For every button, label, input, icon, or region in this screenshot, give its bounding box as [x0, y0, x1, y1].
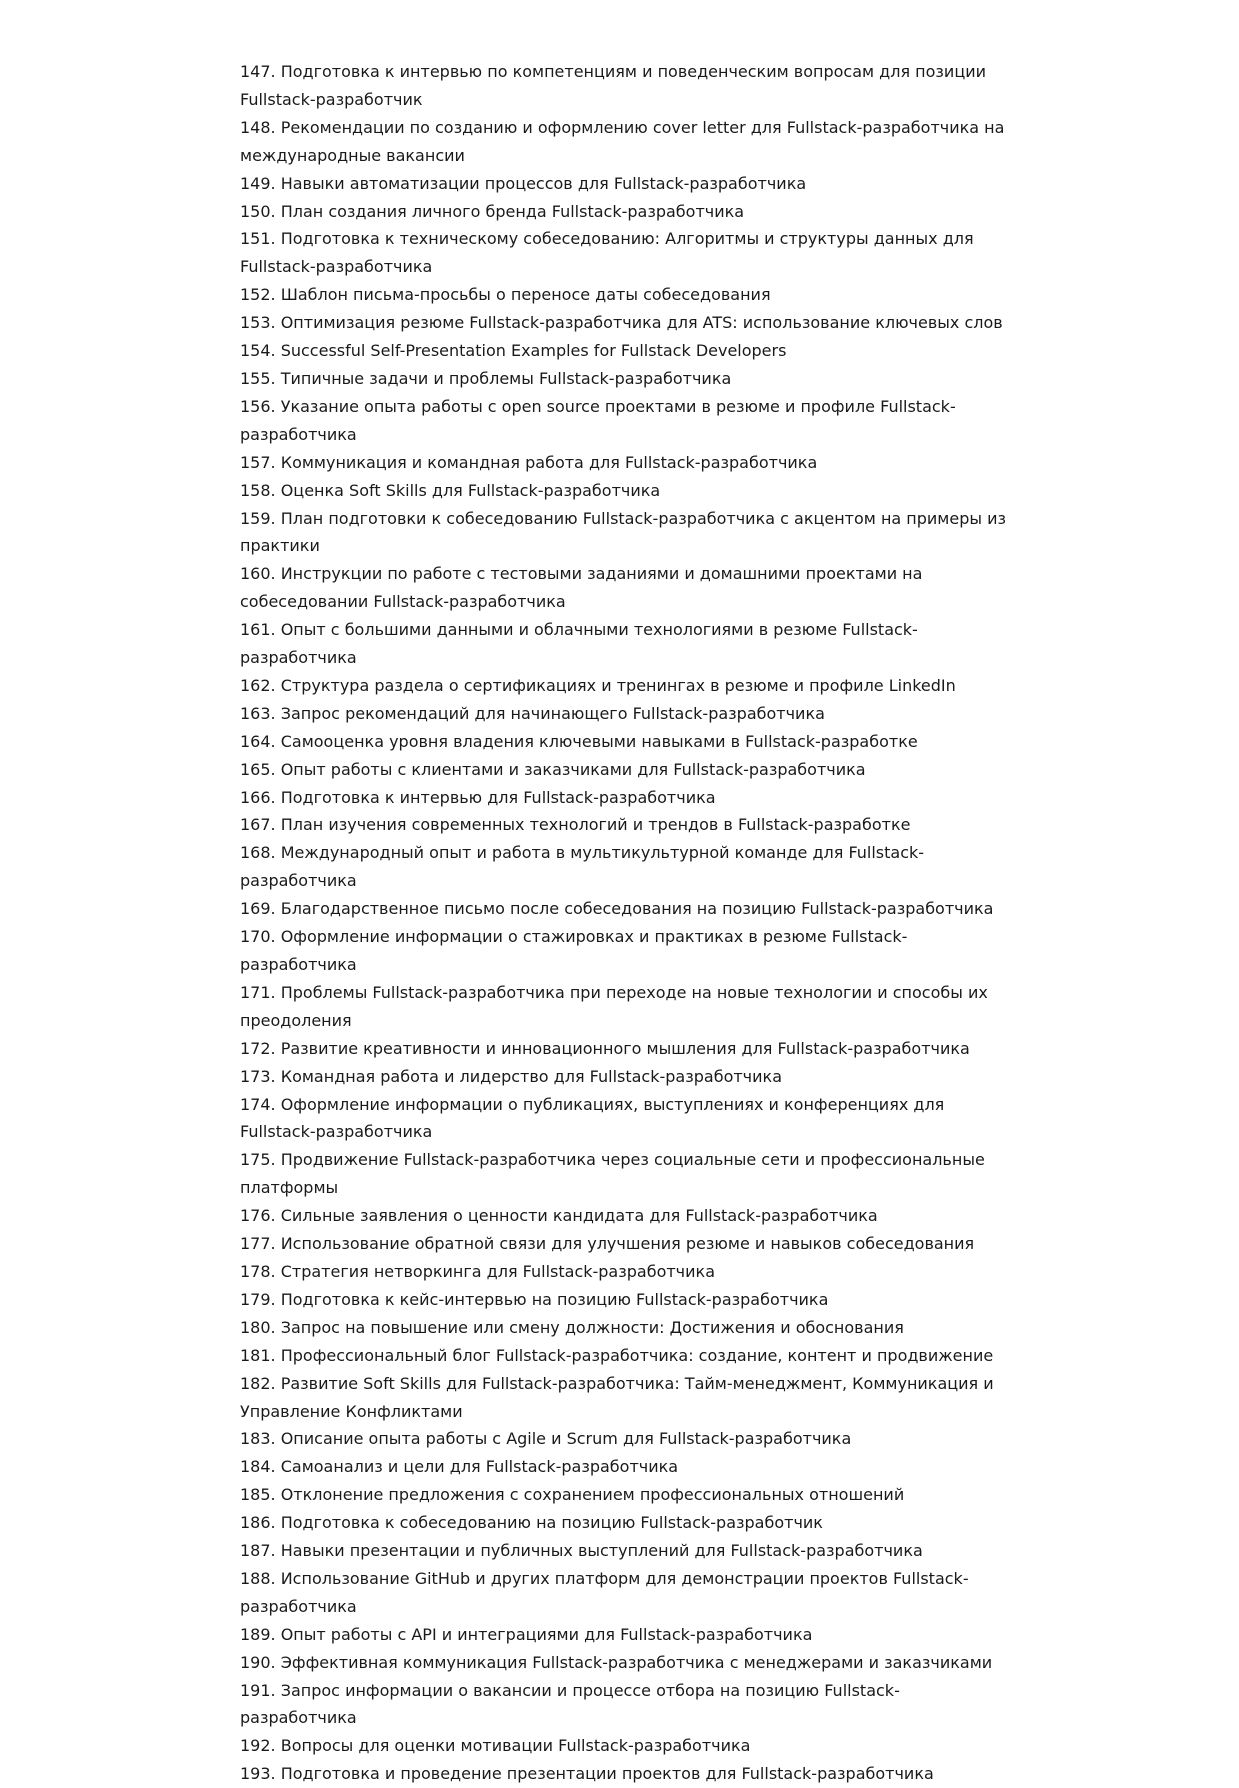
list-item: 182. Развитие Soft Skills для Fullstack-разработчика: Тайм-менеджмент, Коммуникация и Управление Конфликтами	[240, 1373, 994, 1421]
list-item: 172. Развитие креативности и инновационного мышления для Fullstack-разработчика	[240, 1038, 970, 1058]
list-item: 147. Подготовка к интервью по компетенциям и поведенческим вопросам для позиции Fullstack-разработчик	[240, 62, 986, 109]
list-item: 191. Запрос информации о вакансии и процессе отбора на позицию Fullstack-разработчика	[240, 1680, 900, 1728]
list-item: 149. Навыки автоматизации процессов для Fullstack-разработчика	[240, 173, 807, 193]
list-item: 170. Оформление информации о стажировках и практиках в резюме Fullstack-разработчика	[240, 927, 908, 974]
list-item: 169. Благодарственное письмо после собеседования на позицию Fullstack-разработчика	[240, 899, 994, 919]
list-item: 184. Самоанализ и цели для Fullstack-разработчика	[240, 1457, 679, 1477]
list-item: 178. Стратегия нетворкинга для Fullstack-разработчика	[240, 1261, 715, 1281]
list-item: 157. Коммуникация и командная работа для Fullstack-разработчика	[240, 452, 818, 472]
list-item: 166. Подготовка к интервью для Fullstack-разработчика	[240, 787, 716, 807]
list-item: 180. Запрос на повышение или смену должности: Достижения и обоснования	[240, 1317, 904, 1337]
list-item: 181. Профессиональный блог Fullstack-разработчика: создание, контент и продвижение	[240, 1345, 994, 1365]
list-item: 189. Опыт работы с API и интеграциями для Fullstack-разработчика	[240, 1624, 813, 1644]
list-item: 185. Отклонение предложения с сохранением профессиональных отношений	[240, 1485, 905, 1505]
list-item: 161. Опыт с большими данными и облачными технологиями в резюме Fullstack-разработчика	[240, 620, 918, 668]
list-item: 151. Подготовка к техническому собеседованию: Алгоритмы и структуры данных для Fullstack-разработчика	[240, 229, 974, 277]
list-item: 168. Международный опыт и работа в мультикультурной команде для Fullstack-разработчика	[240, 843, 925, 891]
list-item: 174. Оформление информации о публикациях, выступлениях и конференциях для Fullstack-разработчика	[240, 1094, 945, 1142]
list-item: 188. Использование GitHub и других платформ для демонстрации проектов Fullstack-разработчика	[240, 1568, 969, 1616]
list-item: 167. План изучения современных технологий и трендов в Fullstack-разработке	[240, 815, 911, 835]
list-item: 190. Эффективная коммуникация Fullstack-разработчика с менеджерами и заказчиками	[240, 1652, 993, 1672]
list-item: 159. План подготовки к собеседованию Fullstack-разработчика с акцентом на примеры из практики	[240, 508, 1006, 556]
list-item: 154. Successful Self-Presentation Examples for Fullstack Developers	[240, 341, 787, 361]
list-item: 192. Вопросы для оценки мотивации Fullstack-разработчика	[240, 1736, 751, 1756]
list-item: 183. Описание опыта работы с Agile и Scrum для Fullstack-разработчика	[240, 1429, 852, 1449]
list-item: 173. Командная работа и лидерство для Fullstack-разработчика	[240, 1066, 782, 1086]
document-list	[240, 58, 1010, 1788]
list-item: 187. Навыки презентации и публичных выступлений для Fullstack-разработчика	[240, 1541, 923, 1561]
list-item: 177. Использование обратной связи для улучшения резюме и навыков собеседования	[240, 1234, 975, 1254]
list-item: 175. Продвижение Fullstack-разработчика через социальные сети и профессиональные платформы	[240, 1150, 985, 1198]
list-item: 150. План создания личного бренда Fullstack-разработчика	[240, 201, 745, 221]
list-item: 164. Самооценка уровня владения ключевыми навыками в Fullstack-разработке	[240, 731, 918, 751]
list-item: 186. Подготовка к собеседованию на позицию Fullstack-разработчик	[240, 1513, 823, 1533]
list-item: 156. Указание опыта работы с open source проектами в резюме и профиле Fullstack-разработчика	[240, 396, 956, 444]
list-item: 171. Проблемы Fullstack-разработчика при переходе на новые технологии и способы их преодоления	[240, 982, 988, 1030]
list-item: 153. Оптимизация резюме Fullstack-разработчика для ATS: использование ключевых слов	[240, 313, 1003, 333]
list-item: 176. Сильные заявления о ценности кандидата для Fullstack-разработчика	[240, 1206, 878, 1226]
list-item: 163. Запрос рекомендаций для начинающего Fullstack-разработчика	[240, 703, 825, 723]
list-item: 165. Опыт работы с клиентами и заказчиками для Fullstack-разработчика	[240, 759, 866, 779]
list-item: 158. Оценка Soft Skills для Fullstack-разработчика	[240, 480, 661, 500]
list-item: 179. Подготовка к кейс-интервью на позицию Fullstack-разработчика	[240, 1289, 829, 1309]
list-item: 162. Структура раздела о сертификациях и тренингах в резюме и профиле LinkedIn	[240, 675, 956, 695]
list-item: 152. Шаблон письма-просьбы о переносе даты собеседования	[240, 285, 771, 305]
list-item: 155. Типичные задачи и проблемы Fullstack-разработчика	[240, 368, 732, 388]
list-item: 193. Подготовка и проведение презентации проектов для Fullstack-разработчика	[240, 1764, 934, 1784]
list-item: 148. Рекомендации по созданию и оформлению cover letter для Fullstack-разработчика на международные вакансии	[240, 117, 1005, 165]
list-item: 160. Инструкции по работе с тестовыми заданиями и домашними проектами на собеседовании Fullstack-разработчика	[240, 564, 923, 612]
